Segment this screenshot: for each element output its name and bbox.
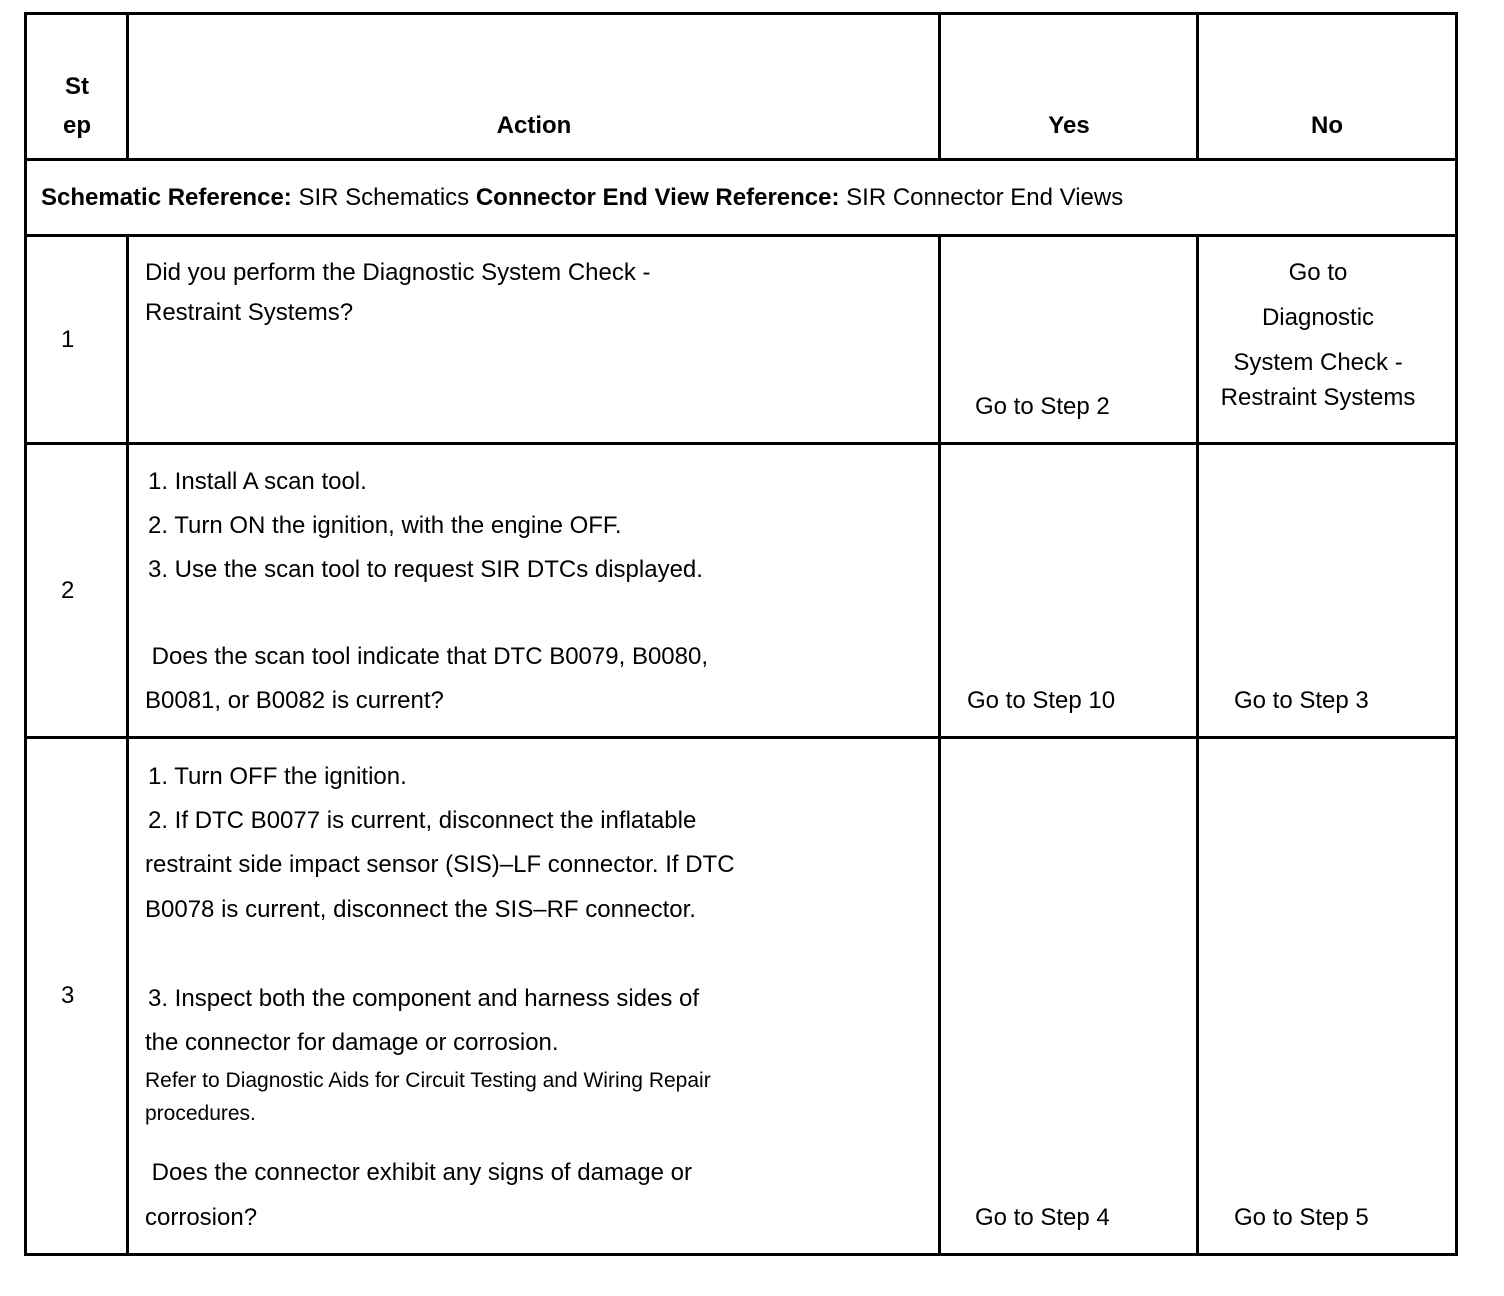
table-border-bottom bbox=[24, 1253, 1458, 1256]
header-divider bbox=[24, 158, 1458, 161]
table-border-left bbox=[24, 12, 27, 1256]
connector-reference-value: SIR Connector End Views bbox=[846, 184, 1124, 211]
row2-divider bbox=[24, 736, 1458, 739]
row1-no-line3: System Check - bbox=[1233, 349, 1403, 376]
reference-line bbox=[41, 183, 1123, 213]
header-no: No bbox=[1311, 112, 1343, 139]
row1-no-line1: Go to bbox=[1288, 259, 1348, 286]
schematic-reference-label: Schematic Reference: bbox=[41, 184, 292, 211]
row2-action-line5: B0081, or B0082 is current? bbox=[145, 687, 444, 714]
table-border-top bbox=[24, 12, 1458, 15]
row3-action-line2: 2. If DTC B0077 is current, disconnect the inflatable bbox=[148, 807, 697, 834]
row1-no-line2: Diagnostic bbox=[1261, 304, 1375, 331]
table-border-right bbox=[1455, 12, 1458, 1256]
row2-action-line3: 3. Use the scan tool to request SIR DTCs displayed. bbox=[148, 556, 703, 583]
row3-action-line1: 1. Turn OFF the ignition. bbox=[148, 763, 407, 790]
row2-no[interactable]: Go to Step 3 bbox=[1234, 687, 1369, 714]
row3-action-line4: B0078 is current, disconnect the SIS–RF connector. bbox=[145, 896, 696, 923]
row2-action-line1: 1. Install A scan tool. bbox=[148, 468, 367, 495]
row1-step: 1 bbox=[61, 326, 75, 353]
row3-action-line5: 3. Inspect both the component and harness sides of bbox=[148, 985, 700, 1012]
header-step bbox=[27, 72, 127, 141]
row1-action-line1: Did you perform the Diagnostic System Check - bbox=[145, 259, 651, 286]
row2-step: 2 bbox=[61, 577, 75, 604]
row1-no-line4: Restraint Systems bbox=[1220, 384, 1416, 411]
schematic-reference-value: SIR Schematics bbox=[298, 184, 470, 211]
row3-action-line9: Does the connector exhibit any signs of damage or bbox=[145, 1159, 692, 1186]
connector-reference-label: Connector End View Reference: bbox=[475, 184, 840, 211]
row3-action-note-line2: procedures. bbox=[145, 1102, 256, 1125]
row1-yes[interactable]: Go to Step 2 bbox=[975, 393, 1110, 420]
header-yes: Yes bbox=[1048, 112, 1090, 139]
row2-action-line2: 2. Turn ON the ignition, with the engine OFF. bbox=[148, 512, 622, 539]
row2-action-line4: Does the scan tool indicate that DTC B0079, B0080, bbox=[145, 643, 709, 670]
row2-yes[interactable]: Go to Step 10 bbox=[967, 687, 1116, 714]
col-divider-step-body bbox=[126, 234, 129, 1256]
row1-no[interactable] bbox=[1199, 258, 1437, 413]
row3-action-note-line1: Refer to Diagnostic Aids for Circuit Testing and Wiring Repair bbox=[145, 1069, 711, 1092]
header-action: Action bbox=[496, 112, 572, 139]
row3-action-line6: the connector for damage or corrosion. bbox=[145, 1029, 559, 1056]
header-step-line2: ep bbox=[62, 112, 91, 139]
reference-divider bbox=[24, 234, 1458, 237]
row1-action-line2: Restraint Systems? bbox=[145, 299, 354, 326]
row1-divider bbox=[24, 442, 1458, 445]
row3-action-line10: corrosion? bbox=[145, 1204, 258, 1231]
row3-step: 3 bbox=[61, 982, 75, 1009]
col-divider-action-body bbox=[938, 234, 941, 1256]
row3-action-line3: restraint side impact sensor (SIS)–LF connector. If DTC bbox=[145, 851, 735, 878]
row3-no[interactable]: Go to Step 5 bbox=[1234, 1204, 1369, 1231]
header-step-line1: St bbox=[65, 73, 89, 100]
row3-yes[interactable]: Go to Step 4 bbox=[975, 1204, 1110, 1231]
